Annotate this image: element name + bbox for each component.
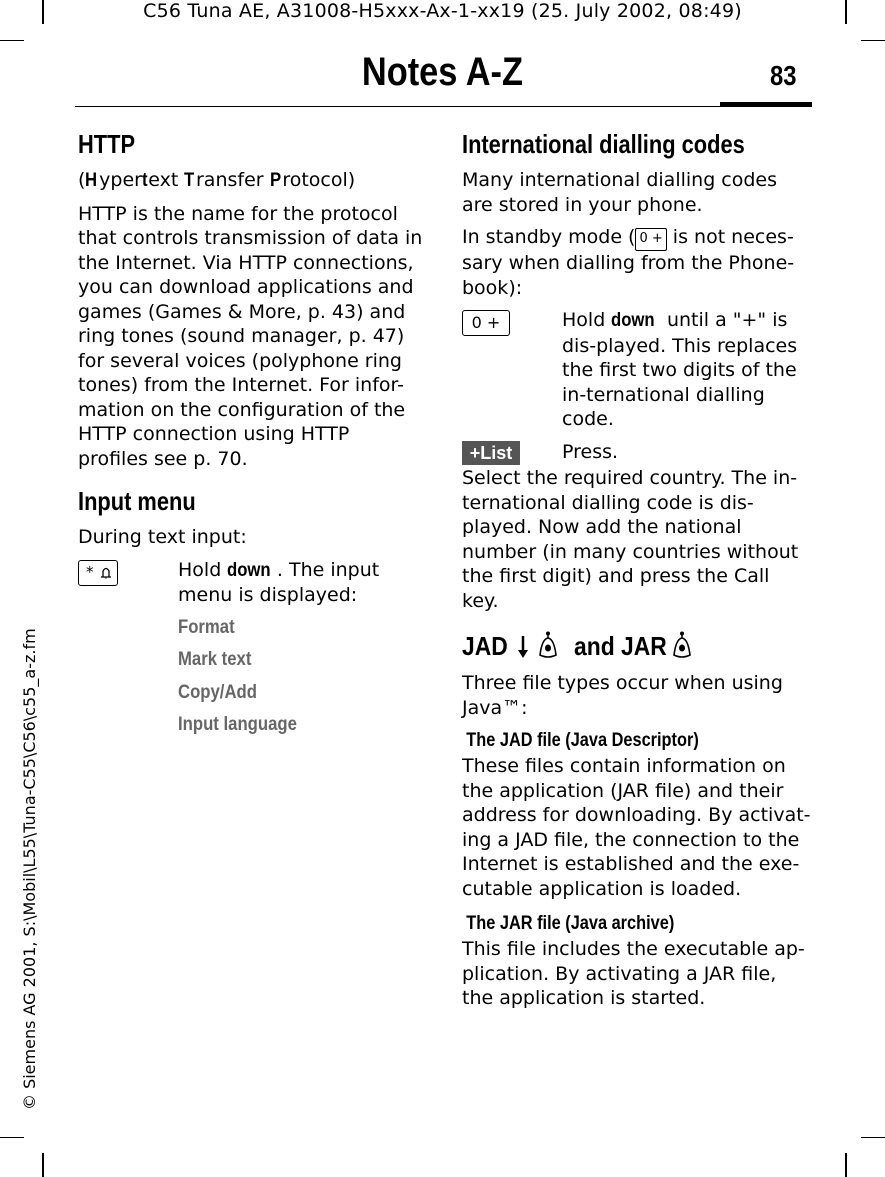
side-copyright: © Siemens AG 2001, S:\Mobil\L55\Tuna-C55\C56\c55_a-z.fm (20, 628, 39, 1110)
svg-text:*: * (86, 562, 94, 581)
intl-intro: Many international dialling codes are stored in your phone. (462, 169, 778, 216)
input-menu-intro: During text input: (78, 526, 247, 548)
crop-mark (42, 1153, 44, 1177)
page-title: Notes A-Z (361, 50, 524, 94)
list-softkey: +List (462, 441, 520, 465)
zero-plus-key-icon: 0 + (462, 310, 510, 336)
menu-item-format[interactable]: Format (178, 616, 235, 638)
intl-select-country: Select the required country. The in-ternational dialling code is dis-played. Now add the national number (in many countries without the first digit) and press the Call key. (462, 467, 799, 612)
jad-file-body: These files contain information on the application (JAR file) and their address for downloading. By activat-ing a JAD file, the connection to the Internet is established and the exe-cutable application is loaded. (462, 755, 811, 900)
intl-key-row-2 (462, 440, 812, 465)
jar-file-body: This file includes the executable ap-plication. By activating a JAR file, the application is started. (462, 938, 805, 1009)
section-heading-jad-jar: JAD and JAR (462, 631, 812, 663)
http-body: HTTP is the name for the protocol that controls transmission of data in the Internet. Via HTTP connections, you can download applications and games (Games & More, p. 43) and ring tones (sound manager, p. 47) for several voices (polyphone ring tones) from the Internet. For infor-mation on the configuration of the HTTP connection using HTTP profiles see p. 70. (78, 202, 423, 470)
section-heading-http: HTTP (78, 129, 136, 159)
jad-intro: Three file types occur when using Java™: (462, 672, 783, 719)
header-rule (75, 106, 720, 107)
crop-mark (845, 1153, 847, 1177)
menu-item-mark-text[interactable]: Mark text (178, 649, 252, 670)
intl-standby: In standby mode ( 0 + is not neces-sary when dialling from the Phone-book): (462, 226, 795, 299)
menu-item-input-language[interactable]: Input language (178, 714, 297, 735)
download-arrow-icon (516, 633, 530, 668)
intl-key-row-1-text: Hold down until a "+" is dis-played. This replaces the first two digits of the in-ternational dialling code. (562, 309, 798, 430)
right-column (462, 128, 812, 1019)
star-bell-key-icon (78, 560, 118, 586)
crop-mark (861, 1137, 885, 1138)
left-column (78, 128, 423, 746)
crop-mark (861, 40, 885, 41)
input-menu-key-text: Hold down . The input menu is displayed: (178, 558, 380, 606)
http-expansion: (Hypertext Transfer Protocol) (78, 169, 356, 191)
subheading-jad-file: The JAD file (Java Descriptor) (466, 730, 699, 751)
intl-key-row-2-text: Press. (562, 440, 619, 463)
intl-key-row-1 (462, 308, 812, 432)
input-menu-key-row (78, 558, 423, 608)
crop-mark (0, 1137, 24, 1138)
section-heading-intl-codes: International dialling codes (462, 129, 745, 159)
java-duke-icon (536, 631, 560, 668)
crop-mark (0, 40, 24, 41)
page-number: 83 (770, 60, 797, 91)
subheading-jar-file: The JAR file (Java archive) (466, 913, 675, 934)
menu-item-copy-add[interactable]: Copy/Add (178, 681, 257, 703)
java-duke-icon (670, 631, 694, 668)
header-rule-thick (720, 102, 812, 107)
zero-plus-key-icon: 0 + (635, 228, 666, 251)
running-head: C56 Tuna AE, A31008-H5xxx-Ax-1-xx19 (25. July 2002, 08:49) (143, 0, 742, 22)
section-heading-input-menu: Input menu (78, 486, 196, 516)
